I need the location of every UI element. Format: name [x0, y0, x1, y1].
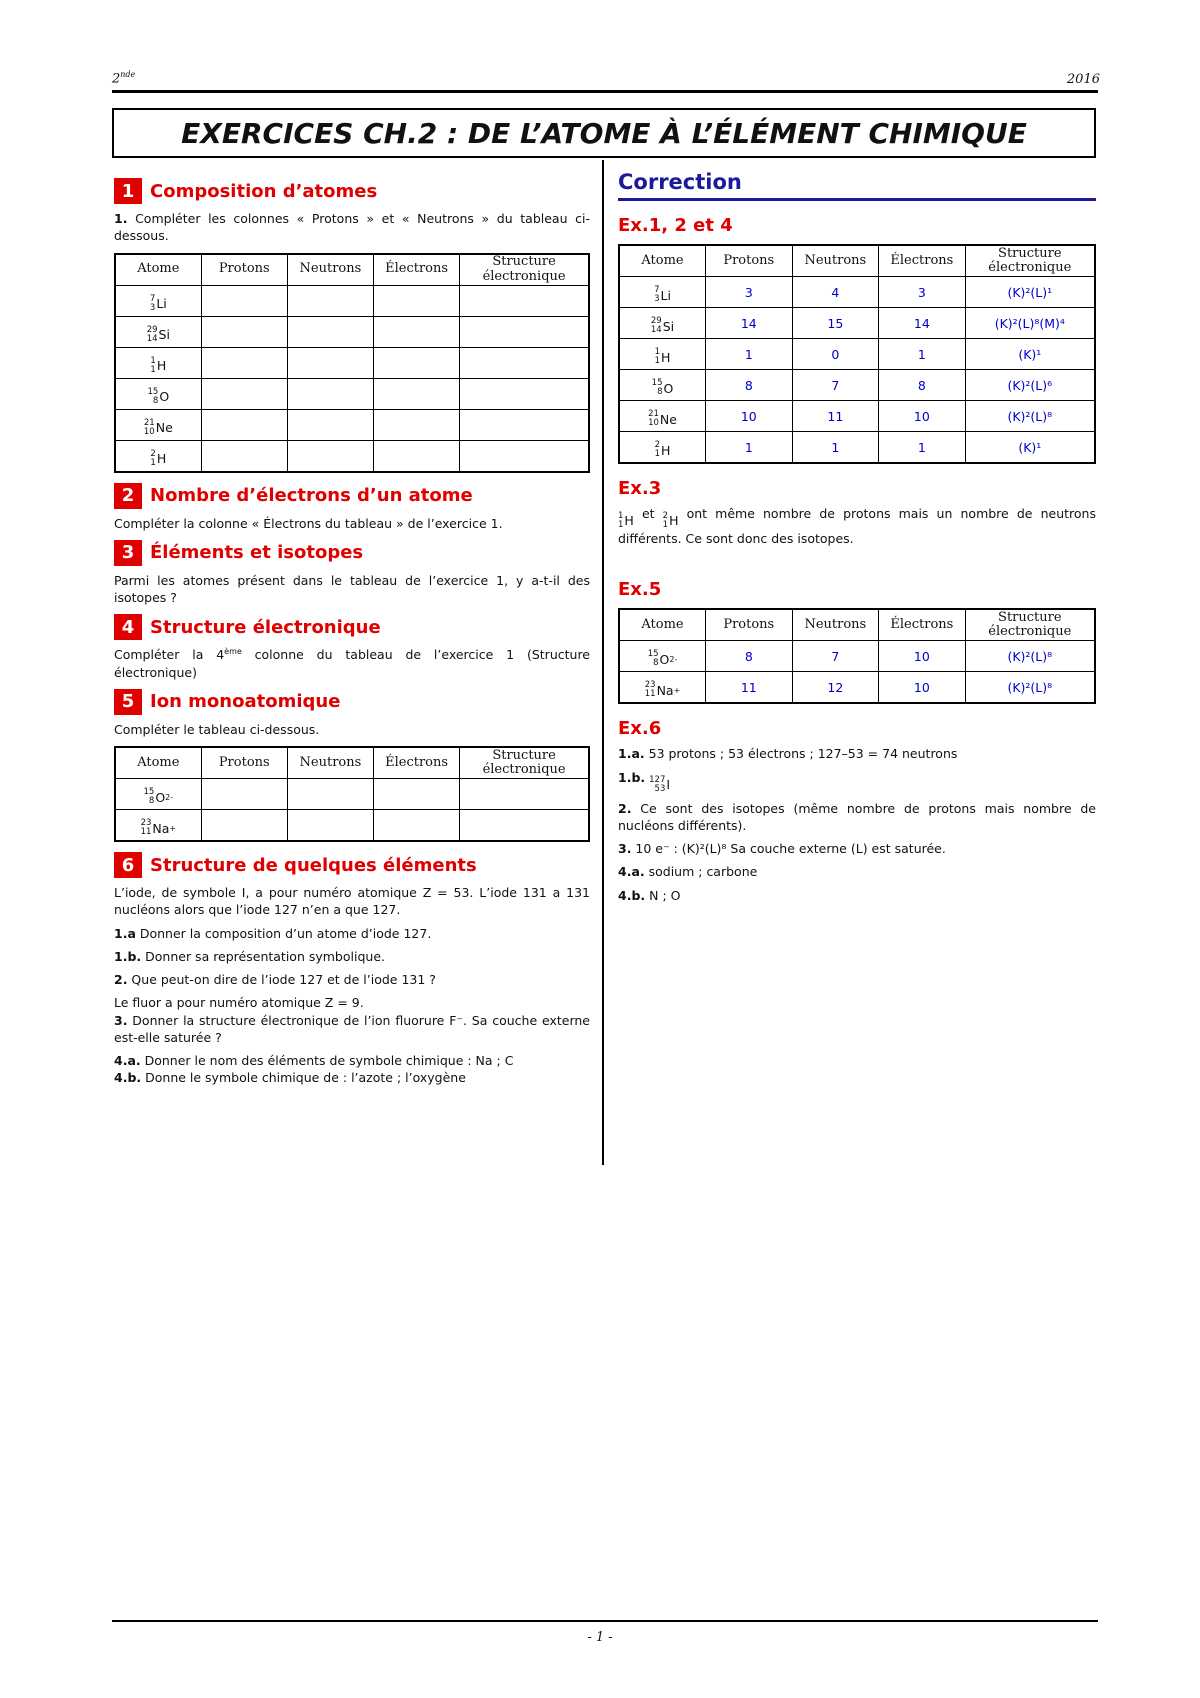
empty-cell: [374, 440, 460, 472]
correction-ex6-4b: 4.b. N ; O: [618, 887, 681, 903]
empty-cell: [201, 285, 287, 316]
empty-cell: [201, 378, 287, 409]
value-cell: 7: [792, 370, 879, 401]
section-6-heading: [114, 852, 590, 878]
table-row: [115, 347, 589, 378]
table-row: [619, 277, 1095, 308]
exercises-column: [114, 170, 590, 1093]
empty-cell: [201, 316, 287, 347]
s2-text: Compléter la colonne « Électrons du tableau » de l’exercice 1.: [114, 515, 503, 531]
empty-cell: [287, 779, 373, 810]
s1-question: 1. Compléter les colonnes « Protons » et « Neutrons » du tableau ci-dessous.: [114, 211, 590, 244]
section-title: Structure électronique: [150, 616, 381, 638]
atom-cell: [115, 810, 201, 842]
empty-cell: [374, 378, 460, 409]
table-row: [115, 285, 589, 316]
section-title: Composition d’atomes: [150, 180, 378, 202]
atom-symbol: 15 8 O: [147, 386, 170, 406]
column-header: Structure électronique: [965, 245, 1095, 277]
column-header: Atome: [619, 245, 706, 277]
correction-ex3-text: 1 1 H et 2 1 H ont même nombre de protons mais un nombre de neutrons différents. Ce sont donc des isotopes.: [618, 506, 1096, 546]
atom-cell: [619, 641, 706, 672]
atom-cell: [115, 316, 201, 347]
atom-symbol: 15 8 O 2-: [647, 649, 678, 669]
s4-text: Compléter la 4ème colonne du tableau de l’exercice 1 (Structure électronique): [114, 647, 590, 680]
value-cell: (K)²(L)¹: [965, 277, 1095, 308]
value-cell: (K)²(L)⁶: [965, 370, 1095, 401]
column-header: Atome: [115, 747, 201, 779]
value-cell: 1: [792, 432, 879, 464]
section-number: 3: [114, 540, 142, 566]
atom-symbol: 15 8 O: [651, 378, 674, 397]
s6-q1a: 1.a Donner la composition d’un atome d’iode 127.: [114, 925, 432, 941]
value-cell: 0: [792, 339, 879, 370]
value-cell: 14: [879, 308, 966, 339]
atom-symbol: 1 1 H: [150, 355, 167, 375]
value-cell: 4: [792, 277, 879, 308]
value-cell: (K)¹: [965, 432, 1095, 464]
value-cell: (K)²(L)⁸: [965, 641, 1095, 672]
empty-cell: [460, 810, 589, 842]
empty-cell: [460, 285, 589, 316]
empty-cell: [201, 440, 287, 472]
empty-cell: [460, 779, 589, 810]
isotope-h1: 1 1 H: [618, 511, 634, 530]
empty-cell: [374, 347, 460, 378]
empty-cell: [201, 409, 287, 440]
value-cell: 11: [792, 401, 879, 432]
exercise-5-table: [114, 746, 590, 842]
table-row: [619, 339, 1095, 370]
value-cell: 15: [792, 308, 879, 339]
correction-ex6-4a: 4.a. sodium ; carbone: [618, 864, 758, 880]
section-number: 5: [114, 689, 142, 715]
empty-cell: [287, 810, 373, 842]
section-number: 1: [114, 178, 142, 204]
value-cell: 10: [879, 401, 966, 432]
column-divider: [602, 160, 604, 1165]
header-level: 2nde: [112, 70, 136, 87]
column-header: Atome: [619, 609, 706, 641]
correction-column: [618, 170, 1096, 910]
table-row: [619, 370, 1095, 401]
empty-cell: [287, 440, 373, 472]
value-cell: 1: [879, 339, 966, 370]
value-cell: 1: [879, 432, 966, 464]
value-cell: 8: [879, 370, 966, 401]
empty-cell: [201, 810, 287, 842]
column-header: Protons: [706, 245, 793, 277]
correction-ex6-1a: 1.a. 53 protons ; 53 électrons ; 127–53 = 74 neutrons: [618, 746, 958, 762]
atom-symbol: 7 3 Li: [149, 293, 167, 313]
table-row: [115, 409, 589, 440]
header-rule: [112, 90, 1098, 93]
column-header: Atome: [115, 254, 201, 286]
table-row: [115, 316, 589, 347]
correction-ex3-heading: Ex.3: [618, 478, 662, 499]
page-title: EXERCICES CH.2 : DE L’ATOME À L’ÉLÉMENT CHIMIQUE: [112, 108, 1096, 158]
empty-cell: [460, 347, 589, 378]
column-header: Structure électronique: [460, 747, 589, 779]
correction-ex1-table: [618, 244, 1096, 464]
value-cell: 10: [879, 641, 966, 672]
section-title: Ion monoatomique: [150, 691, 341, 713]
value-cell: 11: [706, 672, 793, 704]
empty-cell: [201, 347, 287, 378]
value-cell: 1: [706, 432, 793, 464]
column-header: Neutrons: [287, 747, 373, 779]
value-cell: 8: [706, 370, 793, 401]
empty-cell: [460, 378, 589, 409]
table-row: [115, 810, 589, 842]
atom-symbol: 21 10 Ne: [143, 417, 173, 437]
empty-cell: [287, 285, 373, 316]
table-row: [115, 378, 589, 409]
value-cell: (K)²(L)⁸: [965, 672, 1095, 704]
column-header: Protons: [201, 747, 287, 779]
atom-cell: [115, 347, 201, 378]
empty-cell: [287, 316, 373, 347]
atom-symbol: 15 8 O 2-: [143, 787, 174, 807]
column-header: Électrons: [374, 254, 460, 286]
value-cell: (K)¹: [965, 339, 1095, 370]
correction-ex6-heading: Ex.6: [618, 718, 662, 740]
s5-text: Compléter le tableau ci-dessous.: [114, 721, 320, 737]
exercise-1-table: [114, 253, 590, 473]
footer-rule: [112, 1620, 1098, 1622]
value-cell: 3: [879, 277, 966, 308]
value-cell: 14: [706, 308, 793, 339]
section-3-heading: [114, 540, 590, 566]
correction-ex5-heading: Ex.5: [618, 579, 662, 601]
table-row: [115, 779, 589, 810]
section-number: 4: [114, 614, 142, 640]
column-header: Électrons: [879, 609, 966, 641]
table-row: [619, 308, 1095, 339]
atom-cell: [619, 672, 706, 704]
atom-symbol: 29 14 Si: [146, 324, 170, 344]
atom-cell: [619, 370, 706, 401]
column-header: Structure électronique: [965, 609, 1095, 641]
s6-q1b: 1.b. Donner sa représentation symbolique.: [114, 948, 385, 964]
atom-symbol: 21 10 Ne: [648, 409, 677, 428]
correction-ex6-2: 2. Ce sont des isotopes (même nombre de protons mais nombre de nucléons différents).: [618, 800, 1096, 833]
atom-symbol: 29 14 Si: [650, 316, 675, 335]
correction-title: Correction: [618, 170, 1096, 201]
value-cell: 3: [706, 277, 793, 308]
column-header: Électrons: [879, 245, 966, 277]
atom-symbol: 2 1 H: [150, 448, 167, 468]
atom-cell: [619, 308, 706, 339]
section-title: Éléments et isotopes: [150, 542, 364, 564]
empty-cell: [287, 409, 373, 440]
s6-intro: L’iode, de symbole I, a pour numéro atomique Z = 53. L’iode 131 a 131 nucléons alors que l’iode 127 n’en a que 127.: [114, 885, 590, 918]
atom-cell: [115, 378, 201, 409]
empty-cell: [374, 810, 460, 842]
atom-symbol: 23 11 Na +: [140, 818, 177, 838]
value-cell: 1: [706, 339, 793, 370]
value-cell: (K)²(L)⁸: [965, 401, 1095, 432]
empty-cell: [287, 378, 373, 409]
empty-cell: [374, 285, 460, 316]
atom-cell: [619, 432, 706, 464]
column-header: Protons: [201, 254, 287, 286]
empty-cell: [287, 347, 373, 378]
empty-cell: [374, 779, 460, 810]
section-title: Nombre d’électrons d’un atome: [150, 485, 473, 506]
column-header: Structure électronique: [460, 254, 589, 286]
value-cell: (K)²(L)⁸(M)⁴: [965, 308, 1095, 339]
table-row: [115, 440, 589, 472]
atom-cell: [619, 401, 706, 432]
s6-fluor: Le fluor a pour numéro atomique Z = 9.: [114, 995, 364, 1011]
empty-cell: [460, 440, 589, 472]
empty-cell: [460, 409, 589, 440]
value-cell: 12: [792, 672, 879, 704]
section-1-heading: [114, 178, 590, 204]
value-cell: 7: [792, 641, 879, 672]
column-header: Neutrons: [287, 254, 373, 286]
atom-symbol: 23 11 Na +: [644, 680, 681, 700]
atom-symbol: 1 1 H: [654, 347, 671, 366]
value-cell: 8: [706, 641, 793, 672]
atom-cell: [115, 409, 201, 440]
section-4-heading: [114, 614, 590, 640]
empty-cell: [460, 316, 589, 347]
atom-cell: [115, 440, 201, 472]
atom-cell: [619, 277, 706, 308]
isotope-h2: 2 1 H: [662, 511, 679, 530]
s3-text: Parmi les atomes présent dans le tableau de l’exercice 1, y a-t-il des isotopes ?: [114, 572, 590, 605]
atom-symbol: 7 3 Li: [654, 285, 671, 304]
value-cell: 10: [706, 401, 793, 432]
table-row: [619, 432, 1095, 464]
section-5-heading: [114, 689, 590, 715]
section-title: Structure de quelques éléments: [150, 854, 477, 876]
correction-ex5-table: [618, 608, 1096, 704]
atom-cell: [619, 339, 706, 370]
column-header: Protons: [706, 609, 793, 641]
header-year: 2016: [1066, 72, 1100, 87]
table-row: [619, 672, 1095, 704]
column-header: Neutrons: [792, 609, 879, 641]
section-number: 2: [114, 483, 142, 509]
correction-ex6-1b: 1.b. 127 53 I: [618, 769, 671, 794]
table-row: [619, 401, 1095, 432]
section-number: 6: [114, 852, 142, 878]
atom-cell: [115, 285, 201, 316]
table-row: [619, 641, 1095, 672]
page-number: - 1 -: [587, 1630, 613, 1645]
empty-cell: [374, 409, 460, 440]
atom-cell: [115, 779, 201, 810]
s6-q4a: 4.a. Donner le nom des éléments de symbole chimique : Na ; C: [114, 1053, 514, 1069]
value-cell: 10: [879, 672, 966, 704]
empty-cell: [374, 316, 460, 347]
section-2-heading: [114, 483, 590, 509]
s6-q2: 2. Que peut-on dire de l’iode 127 et de l’iode 131 ?: [114, 972, 436, 988]
correction-ex124-heading: Ex.1, 2 et 4: [618, 215, 733, 236]
correction-ex6-3: 3. 10 e⁻ : (K)²(L)⁸ Sa couche externe (L) est saturée.: [618, 841, 946, 856]
column-header: Neutrons: [792, 245, 879, 277]
column-header: Électrons: [374, 747, 460, 779]
iodine-symbol: 127 53 I: [649, 774, 671, 794]
atom-symbol: 2 1 H: [654, 440, 671, 459]
s6-q4b: 4.b. Donne le symbole chimique de : l’azote ; l’oxygène: [114, 1070, 466, 1086]
s6-q3: 3. Donner la structure électronique de l’ion fluorure F⁻. Sa couche externe est-elle saturée ?: [114, 1012, 590, 1045]
empty-cell: [201, 779, 287, 810]
